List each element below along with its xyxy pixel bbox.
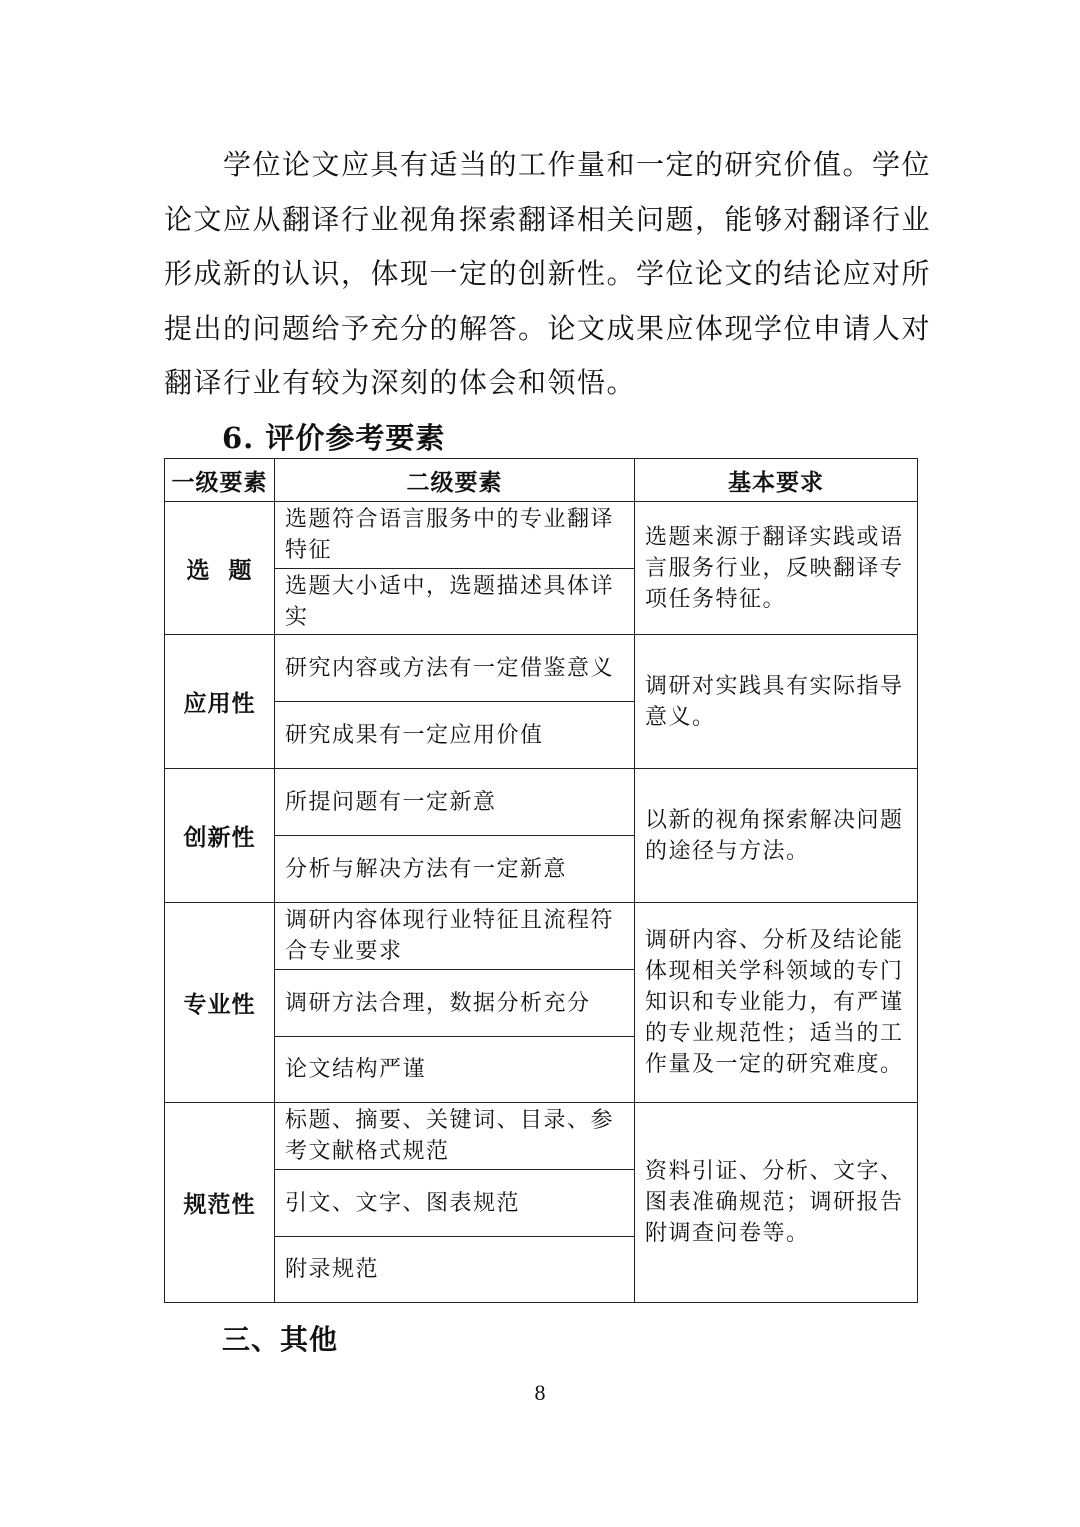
- level2-cell: 调研方法合理，数据分析充分: [275, 970, 635, 1037]
- paragraph-line: 论文应从翻译行业视角探索翻译相关问题，能够对翻译行业: [164, 202, 932, 236]
- level1-cell: 规范性: [165, 1103, 275, 1303]
- paragraph-line: 翻译行业有较为深刻的体会和领悟。: [164, 366, 637, 399]
- header-level2: 二级要素: [275, 459, 635, 502]
- level2-cell: 研究内容或方法有一定借鉴意义: [275, 635, 635, 702]
- paragraph-line: 学位论文应具有适当的工作量和一定的研究价值。学位: [164, 148, 932, 181]
- table-row: [165, 769, 918, 836]
- next-section-heading: 三、其他: [222, 1323, 339, 1356]
- level2-cell: 所提问题有一定新意: [275, 769, 635, 836]
- evaluation-table: [164, 458, 918, 1303]
- requirement-cell: 资料引证、分析、文字、图表准确规范；调研报告附调查问卷等。: [635, 1103, 918, 1303]
- level2-cell: 论文结构严谨: [275, 1037, 635, 1103]
- requirement-cell: 调研内容、分析及结论能体现相关学科领域的专门知识和专业能力，有严谨的专业规范性；适当的工作量及一定的研究难度。: [635, 903, 918, 1103]
- level1-cell: 专业性: [165, 903, 275, 1103]
- level1-cell: 应用性: [165, 635, 275, 769]
- section-heading: 6. 评价参考要素: [222, 421, 446, 455]
- paragraph-line: 形成新的认识，体现一定的创新性。学位论文的结论应对所: [164, 257, 932, 290]
- requirement-cell: 调研对实践具有实际指导意义。: [635, 635, 918, 769]
- level2-cell: 分析与解决方法有一定新意: [275, 836, 635, 903]
- level2-cell: 附录规范: [275, 1237, 635, 1303]
- level1-cell: 创新性: [165, 769, 275, 903]
- table-row: [165, 1103, 918, 1170]
- table-row: [165, 903, 918, 970]
- table-row: [165, 635, 918, 702]
- paragraph-line: 提出的问题给予充分的解答。论文成果应体现学位申请人对: [164, 311, 932, 345]
- level2-cell: 引文、文字、图表规范: [275, 1170, 635, 1237]
- requirement-cell: 以新的视角探索解决问题的途径与方法。: [635, 769, 918, 903]
- body-paragraph: [164, 138, 932, 411]
- level2-cell: 研究成果有一定应用价值: [275, 702, 635, 769]
- level1-cell: 选 题: [165, 502, 275, 635]
- requirement-cell: 选题来源于翻译实践或语言服务行业，反映翻译专项任务特征。: [635, 502, 918, 635]
- level2-cell: 标题、摘要、关键词、目录、参考文献格式规范: [275, 1103, 635, 1170]
- page-number: 8: [534, 1380, 546, 1405]
- level2-cell: 选题大小适中，选题描述具体详实: [275, 569, 635, 635]
- header-level1: 一级要素: [165, 459, 275, 502]
- level2-cell: 调研内容体现行业特征且流程符合专业要求: [275, 903, 635, 970]
- table-header-row: [165, 459, 918, 502]
- header-requirement: 基本要求: [635, 459, 918, 502]
- level2-cell: 选题符合语言服务中的专业翻译特征: [275, 502, 635, 569]
- table-row: [165, 502, 918, 569]
